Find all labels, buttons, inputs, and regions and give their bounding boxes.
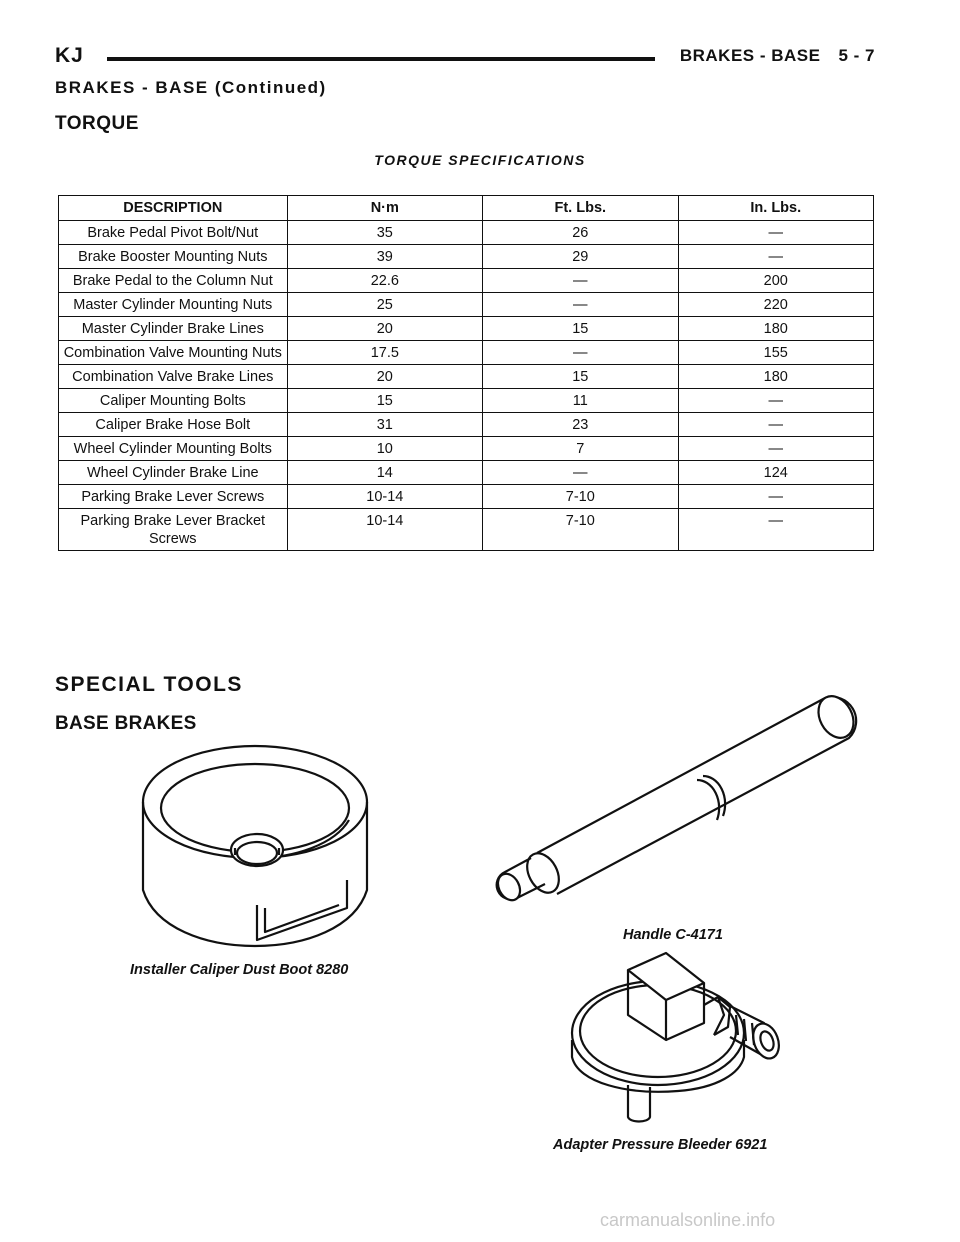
cell-nm: 17.5	[287, 341, 482, 365]
cell-in-lbs: 220	[678, 293, 874, 317]
torque-heading: TORQUE	[55, 113, 139, 134]
table-row	[59, 437, 874, 461]
cell-in-lbs: —	[678, 389, 874, 413]
cell-nm: 31	[287, 413, 482, 437]
cell-ft-lbs: 15	[483, 365, 678, 389]
cell-in-lbs: 200	[678, 269, 874, 293]
cell-description: Combination Valve Mounting Nuts	[59, 341, 288, 365]
cell-ft-lbs: 7-10	[483, 485, 678, 509]
cell-nm: 20	[287, 365, 482, 389]
running-header	[55, 44, 875, 72]
torque-specifications-table	[58, 195, 874, 551]
cell-ft-lbs: 7-10	[483, 509, 678, 551]
cell-in-lbs: —	[678, 509, 874, 551]
table-row	[59, 461, 874, 485]
base-brakes-heading: BASE BRAKES	[55, 713, 197, 734]
cell-description: Parking Brake Lever Bracket Screws	[59, 509, 288, 551]
cell-ft-lbs: —	[483, 341, 678, 365]
model-code: KJ	[55, 44, 84, 67]
table-row	[59, 509, 874, 551]
table-row	[59, 341, 874, 365]
cell-in-lbs: —	[678, 437, 874, 461]
cell-ft-lbs: 26	[483, 221, 678, 245]
cell-ft-lbs: —	[483, 293, 678, 317]
cell-description: Caliper Brake Hose Bolt	[59, 413, 288, 437]
column-header-description: DESCRIPTION	[59, 196, 288, 221]
cell-description: Master Cylinder Brake Lines	[59, 317, 288, 341]
cell-in-lbs: 180	[678, 365, 874, 389]
cell-ft-lbs: 15	[483, 317, 678, 341]
table-row	[59, 317, 874, 341]
cell-description: Caliper Mounting Bolts	[59, 389, 288, 413]
watermark: carmanualsonline.info	[600, 1210, 776, 1230]
handle-illustration	[485, 668, 885, 918]
column-header-ft-lbs: Ft. Lbs.	[483, 196, 678, 221]
cell-nm: 15	[287, 389, 482, 413]
cell-in-lbs: 180	[678, 317, 874, 341]
cell-description: Wheel Cylinder Mounting Bolts	[59, 437, 288, 461]
cell-nm: 22.6	[287, 269, 482, 293]
cell-description: Master Cylinder Mounting Nuts	[59, 293, 288, 317]
adapter-pressure-bleeder-illustration	[568, 945, 808, 1125]
cell-description: Wheel Cylinder Brake Line	[59, 461, 288, 485]
column-header-in-lbs: In. Lbs.	[678, 196, 874, 221]
table-row	[59, 221, 874, 245]
cell-ft-lbs: 29	[483, 245, 678, 269]
cell-nm: 25	[287, 293, 482, 317]
table-row	[59, 413, 874, 437]
caption-installer: Installer Caliper Dust Boot 8280	[130, 962, 349, 978]
cell-in-lbs: 155	[678, 341, 874, 365]
table-row	[59, 389, 874, 413]
cell-in-lbs: —	[678, 245, 874, 269]
table-row	[59, 365, 874, 389]
cell-nm: 10-14	[287, 509, 482, 551]
cell-nm: 10-14	[287, 485, 482, 509]
table-row	[59, 245, 874, 269]
cell-nm: 35	[287, 221, 482, 245]
table-header-row	[59, 196, 874, 221]
header-section	[680, 46, 875, 66]
cell-in-lbs: —	[678, 221, 874, 245]
table-row	[59, 269, 874, 293]
cell-nm: 10	[287, 437, 482, 461]
table-title: TORQUE SPECIFICATIONS	[374, 152, 586, 168]
cell-nm: 20	[287, 317, 482, 341]
cell-ft-lbs: 23	[483, 413, 678, 437]
page-number: 5 - 7	[838, 46, 875, 65]
cell-in-lbs: 124	[678, 461, 874, 485]
column-header-nm: N·m	[287, 196, 482, 221]
caption-adapter: Adapter Pressure Bleeder 6921	[553, 1137, 768, 1153]
cell-in-lbs: —	[678, 413, 874, 437]
cell-in-lbs: —	[678, 485, 874, 509]
cell-description: Brake Pedal Pivot Bolt/Nut	[59, 221, 288, 245]
table-row	[59, 293, 874, 317]
special-tools-heading: SPECIAL TOOLS	[55, 673, 243, 696]
header-rule	[107, 57, 655, 61]
section-name: BRAKES - BASE	[679, 46, 821, 65]
installer-dust-boot-illustration	[135, 740, 375, 960]
cell-description: Parking Brake Lever Screws	[59, 485, 288, 509]
cell-ft-lbs: —	[483, 461, 678, 485]
cell-nm: 14	[287, 461, 482, 485]
cell-description: Brake Booster Mounting Nuts	[59, 245, 288, 269]
cell-nm: 39	[287, 245, 482, 269]
caption-handle: Handle C-4171	[623, 927, 723, 943]
continued-title: BRAKES - BASE (Continued)	[55, 78, 327, 97]
cell-ft-lbs: —	[483, 269, 678, 293]
cell-description: Combination Valve Brake Lines	[59, 365, 288, 389]
cell-ft-lbs: 7	[483, 437, 678, 461]
cell-ft-lbs: 11	[483, 389, 678, 413]
cell-description: Brake Pedal to the Column Nut	[59, 269, 288, 293]
table-row	[59, 485, 874, 509]
